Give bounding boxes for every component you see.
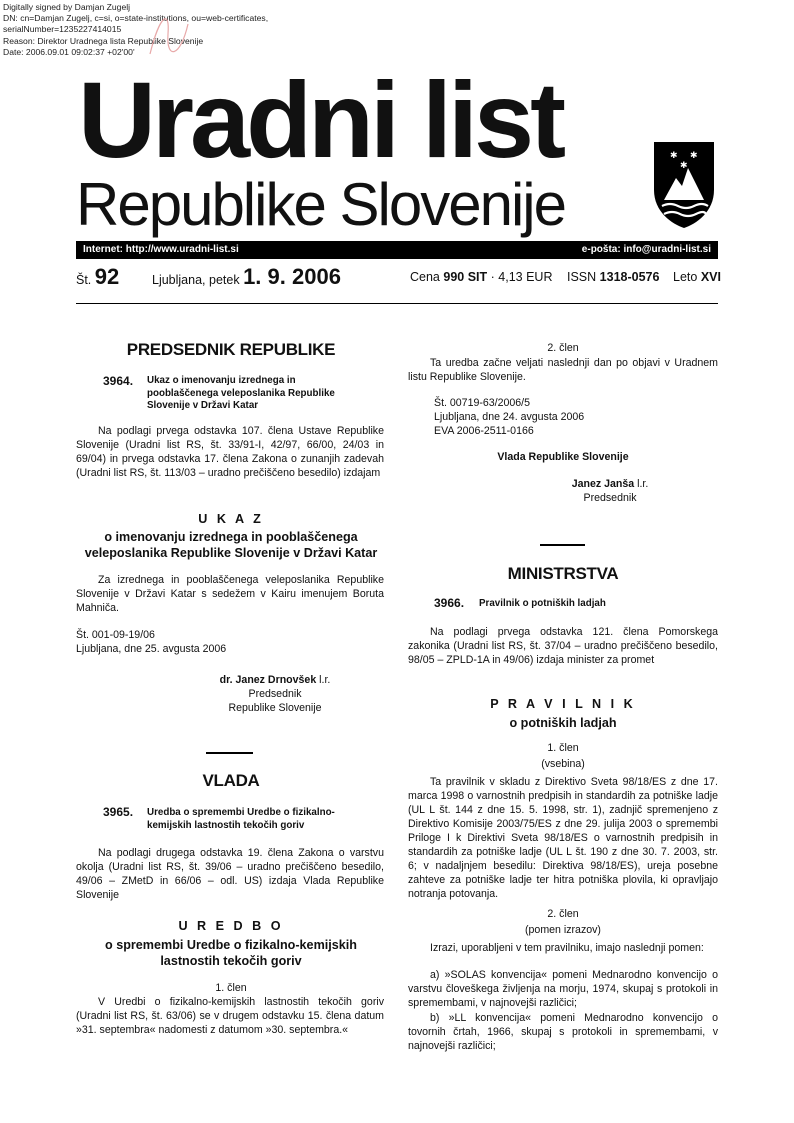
article-number: 2. člen [547, 342, 579, 354]
issue-date: Ljubljana, petek 1. 9. 2006 [152, 264, 341, 289]
masthead-subtitle: Republike Slovenije [76, 171, 565, 238]
year: Leto XVI [673, 270, 721, 284]
reference: Št. 001-09-19/06 Ljubljana, dne 25. avgusta 2006 [76, 629, 227, 655]
article-body: Ta uredba začne veljati naslednji dan po objavi v Uradnem listu Republike Slovenije. [408, 357, 718, 383]
coat-of-arms-icon [650, 138, 718, 230]
article-number: 1. člen [547, 742, 579, 754]
digital-signature [3, 2, 268, 58]
act-subtitle: o imenovanju izrednega in pooblaščenega veleposlanika Republike Slovenije v Državi Katar [84, 530, 378, 560]
issue-price: Cena 990 SIT · 4,13 EUR [410, 270, 553, 284]
document-title: Uredba o spremembi Uredbe o fizikalno-kemijskih lastnostih tekočih goriv [147, 807, 335, 831]
article-body: Izrazi, uporabljeni v tem pravilniku, imajo naslednji pomen: [430, 942, 704, 954]
document-title: Pravilnik o potniških ladjah [479, 598, 606, 609]
list-item: a) »SOLAS konvencija« pomeni Mednarodno konvencijo o varstvu človeškega življenja na morju, 1974, skupaj s protokoli in spremembami, v najnovejši različici; [408, 969, 718, 1009]
article-subtitle: (vsebina) [541, 758, 585, 770]
internet-link[interactable]: Internet: http://www.uradni-list.si [83, 244, 239, 255]
signer-role: Predsednik [583, 492, 637, 504]
signer-name: dr. Janez Drnovšek [219, 674, 317, 686]
document-number: 3965. [103, 805, 134, 819]
act-heading: U K A Z [198, 512, 264, 526]
preamble: Na podlagi prvega odstavka 121. člena Pomorskega zakonika (Uradni list RS, št. 37/04 – uradno prečiščeno besedilo, 98/05 – ZPLD-1A in 49/06) izdaja minister za promet [408, 626, 718, 666]
act-body: Za izrednega in pooblaščenega veleposlanika Republike Slovenije v Državi Katar s sedežem v Kairu imenujem Boruta Mahniča. [76, 574, 384, 614]
section-heading: VLADA [202, 771, 260, 790]
signer-role: Predsednik Republike Slovenije [228, 688, 322, 714]
article-number: 1. člen [215, 982, 247, 994]
signature-line: Reason: Direktor Uradnega lista Republike Slovenije [3, 35, 204, 46]
signature-line: Date: 2006.09.01 09:02:37 +02'00' [3, 46, 135, 57]
masthead-title: Uradni list [78, 59, 563, 180]
signature: dr. Janez Drnovšek l.r. Predsednik Republike Slovenije [200, 673, 350, 715]
document-number: 3964. [103, 374, 134, 388]
preamble: Na podlagi drugega odstavka 19. člena Zakona o varstvu okolja (Uradni list RS, št. 39/06 – uradno prečiščeno besedilo, 49/06 – ZMetD in 66/06 – odl. US) izdaja Vlada Republike Slovenije [76, 847, 384, 901]
article-body: Ta pravilnik v skladu z Direktivo Sveta 98/18/ES z dne 17. marca 1998 o varnostnih predpisih in standardih za potniške ladje (UL L št. 144 z dne 15. 5. 1998, str. 1), zadnjič spremenjeno z Direktivo Komisije 2003/75/ES z dne 29. julija 2003 o spremembi Priloge I k Direktivi Sveta 98/18/ES o varnostnih predpisih in standardih za potniške ladje (UL L št. 190 z dne 30. 7. 2003, str. 6; v nadaljnjem besedilu: Direktiva 98/18/ES), ureja posebne zahteve za potniške ladje ter hitra potniška plovila, ki opravljajo notranja potovanja. [408, 776, 718, 900]
masthead-contact-bar [76, 241, 718, 259]
article-number: 2. člen [547, 908, 579, 920]
svg-text:✱: ✱ [690, 151, 698, 161]
article-subtitle: (pomen izrazov) [525, 924, 601, 936]
section-divider [206, 752, 253, 754]
signature: Janez Janša l.r. Predsednik [540, 477, 680, 505]
signature-line: DN: cn=Damjan Zugelj, c=si, o=state-institutions, ou=web-certificates, [3, 13, 269, 24]
act-heading: U R E D B O [178, 919, 284, 933]
document-title: Ukaz o imenovanju izrednega in pooblaščenega veleposlanika Republike Slovenije v Državi Katar [147, 375, 335, 411]
section-divider [540, 544, 585, 546]
list-item: b) »LL konvencija« pomeni Mednarodno konvencijo o tovornih črtah, 1966, skupaj s protokoli in spremembami, v najnovejši različici; [408, 1012, 718, 1052]
preamble: Na podlagi prvega odstavka 107. člena Ustave Republike Slovenije (Uradni list RS, št. 33/91-I, 42/97, 66/00, 24/03 in 69/04) in prvega odstavka 17. člena Zakona o zunanjih zadevah (Uradni list RS, št. 113/03 – uradno prečiščeno besedilo) izdajam [76, 425, 384, 479]
act-heading: P R A V I L N I K [490, 697, 636, 711]
signature-line: serialNumber=1235227414015 [3, 24, 122, 35]
issuer: Vlada Republike Slovenije [497, 451, 629, 463]
section-heading: MINISTRSTVA [507, 564, 619, 583]
act-subtitle: o spremembi Uredbe o fizikalno-kemijskih lastnostih tekočih goriv [105, 938, 357, 968]
section-heading: PREDSEDNIK REPUBLIKE [126, 340, 336, 359]
issn: ISSN 1318-0576 [567, 270, 660, 284]
article-body: V Uredbi o fizikalno-kemijskih lastnostih tekočih goriv (Uradni list RS, št. 63/06) se v drugem odstavku 15. člena datum »31. septembra« nadomesti z datumom »30. septembra.« [76, 996, 384, 1036]
email-link[interactable]: e-pošta: info@uradni-list.si [581, 244, 711, 255]
act-subtitle: o potniških ladjah [509, 716, 617, 730]
svg-text:✱: ✱ [670, 151, 678, 161]
header-divider [76, 303, 718, 304]
signature-line: Digitally signed by Damjan Zugelj [3, 2, 131, 12]
svg-text:✱: ✱ [680, 161, 688, 171]
signer-name: Janez Janša [571, 478, 635, 490]
issue-number: Št. 92 [76, 264, 120, 289]
document-number: 3966. [434, 596, 465, 610]
signature-mark-icon [140, 4, 200, 64]
reference: Št. 00719-63/2006/5 Ljubljana, dne 24. avgusta 2006 EVA 2006-2511-0166 [434, 397, 585, 437]
